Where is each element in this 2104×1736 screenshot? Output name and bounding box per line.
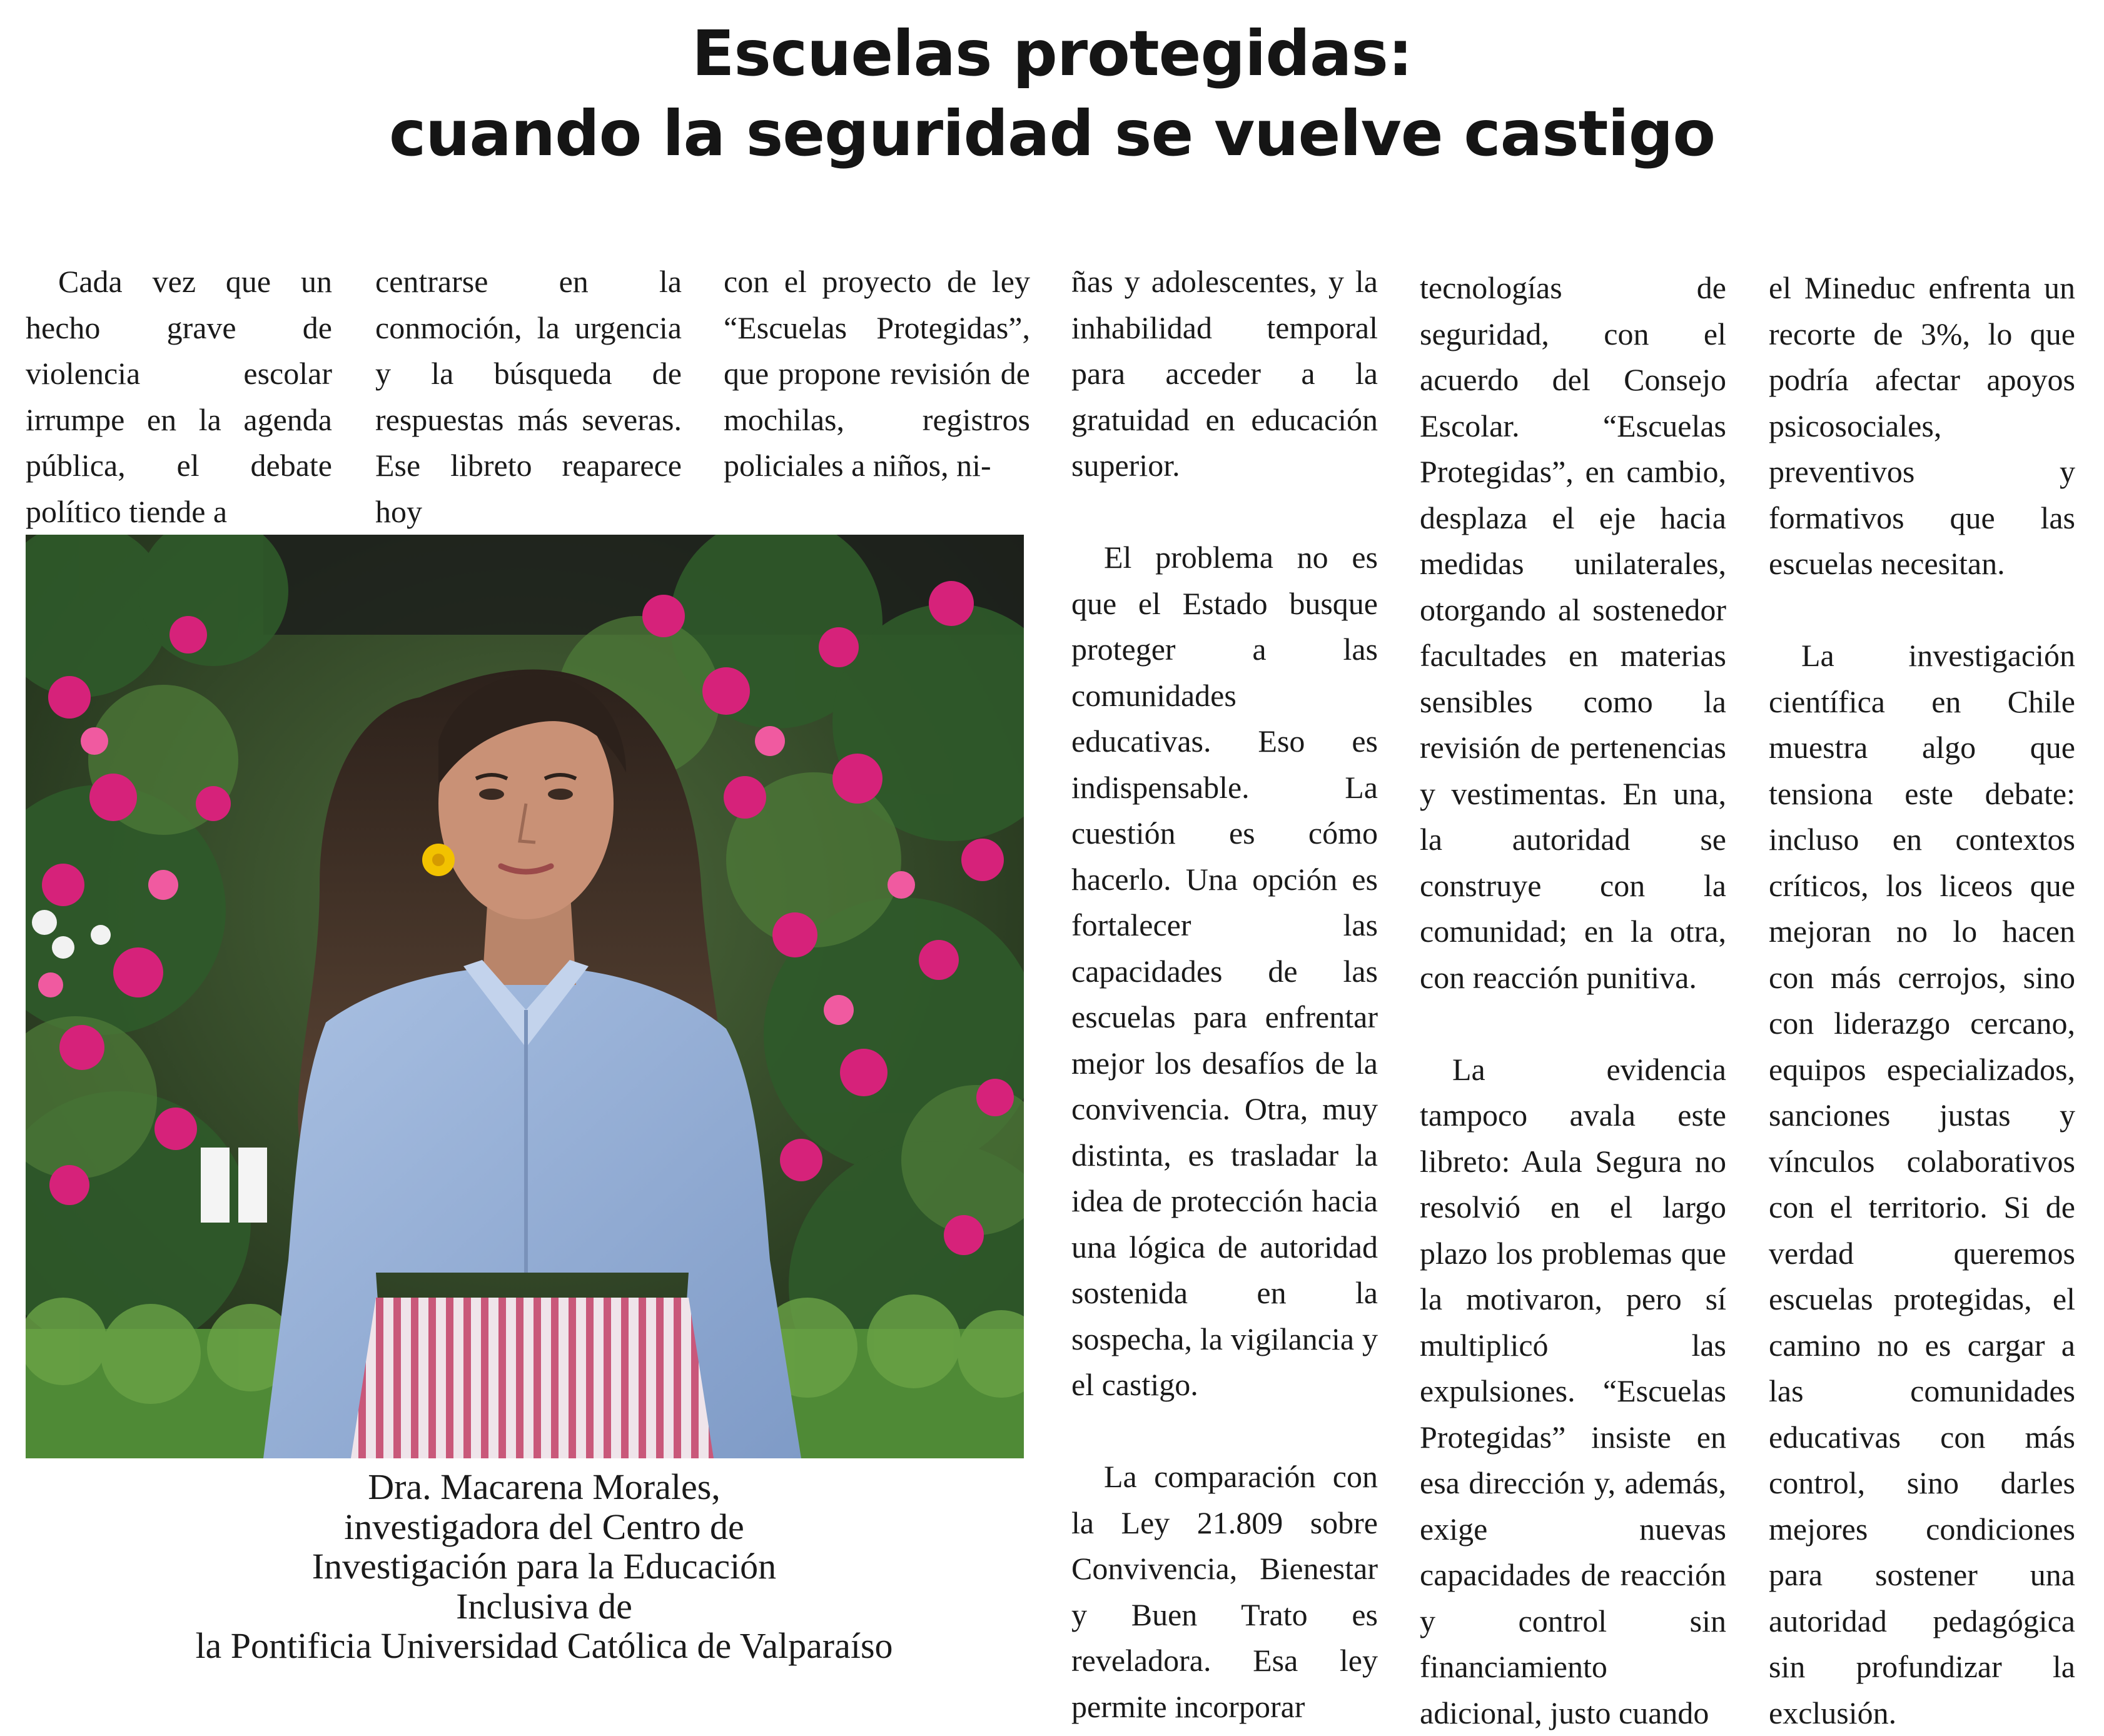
paragraph: con el proyecto de ley “Escuelas Protegidas”, que propone revisión de mochilas, registros policiales a niños, ni-: [724, 259, 1030, 489]
paragraph: ñas y adolescentes, y la inhabilidad temporal para acceder a la gratuidad en educación superior.: [1071, 259, 1378, 489]
photo-caption: [50, 1467, 1038, 1666]
caption-line-5: la Pontificia Universidad Católica de Valparaíso: [50, 1626, 1038, 1666]
article-column-1: [26, 259, 332, 535]
paragraph: La investigación científica en Chile muestra algo que tensiona este debate: incluso en contextos críticos, los liceos que mejoran no lo hacen con más cerrojos, sino con liderazgo cercano, equipos especializados, sanciones justas y vínculos colaborativos con el territorio. Si de verdad queremos escuelas protegidas, el camino no es cargar a las comunidades educativas con más control, sino darles mejores condiciones para sostener una autoridad pedagógica sin profundizar la exclusión.: [1769, 633, 2075, 1736]
paragraph: Cada vez que un hecho grave de violencia escolar irrumpe en la agenda pública, el debate político tiende a: [26, 259, 332, 535]
article-column-4: [1071, 259, 1378, 1730]
paragraph: El problema no es que el Estado busque proteger a las comunidades educativas. Eso es indispensable. La cuestión es cómo hacerlo. Una opción es fortalecer las capacidades de las escuelas para enfrentar mejor los desafíos de la convivencia. Otra, muy distinta, es trasladar la idea de protección hacia una lógica de autoridad sostenida en la sospecha, la vigilancia y el castigo.: [1071, 535, 1378, 1408]
portrait-illustration: [26, 535, 1024, 1458]
headline: [0, 14, 2104, 174]
headline-line-2: cuando la seguridad se vuelve castigo: [0, 94, 2104, 174]
article-column-5: [1420, 265, 1726, 1736]
portrait-photo: [26, 535, 1024, 1458]
paragraph: La evidencia tampoco avala este libreto: Aula Segura no resolvió en el largo plazo los problemas que la motivaron, pero sí multiplicó las expulsiones. “Escuelas Protegidas” insiste en esa dirección y, además, exige nuevas capacidades de reacción y control sin financiamiento adicional, justo cuando: [1420, 1047, 1726, 1736]
caption-line-4: Inclusiva de: [50, 1587, 1038, 1627]
paragraph: el Mineduc enfrenta un recorte de 3%, lo que podría afectar apoyos psicosociales, preventivos y formativos que las escuelas necesitan.: [1769, 265, 2075, 587]
caption-line-1: Dra. Macarena Morales,: [50, 1467, 1038, 1507]
article-column-3: [724, 259, 1030, 489]
caption-line-2: investigadora del Centro de: [50, 1507, 1038, 1547]
headline-line-1: Escuelas protegidas:: [0, 14, 2104, 94]
article-column-2: [375, 259, 682, 535]
caption-line-3: Investigación para la Educación: [50, 1547, 1038, 1587]
paragraph: tecnologías de seguridad, con el acuerdo del Consejo Escolar. “Escuelas Protegidas”, en cambio, desplaza el eje hacia medidas unilaterales, otorgando al sostenedor facultades en materias sensibles como la revisión de pertenencias y vestimentas. En una, la autoridad se construye con la comunidad; en la otra, con reacción punitiva.: [1420, 265, 1726, 1001]
article-column-6: [1769, 265, 2075, 1736]
paragraph: La comparación con la Ley 21.809 sobre Convivencia, Bienestar y Buen Trato es reveladora. Esa ley permite incorporar: [1071, 1454, 1378, 1730]
paragraph: centrarse en la conmoción, la urgencia y la búsqueda de respuestas más severas. Ese libreto reaparece hoy: [375, 259, 682, 535]
